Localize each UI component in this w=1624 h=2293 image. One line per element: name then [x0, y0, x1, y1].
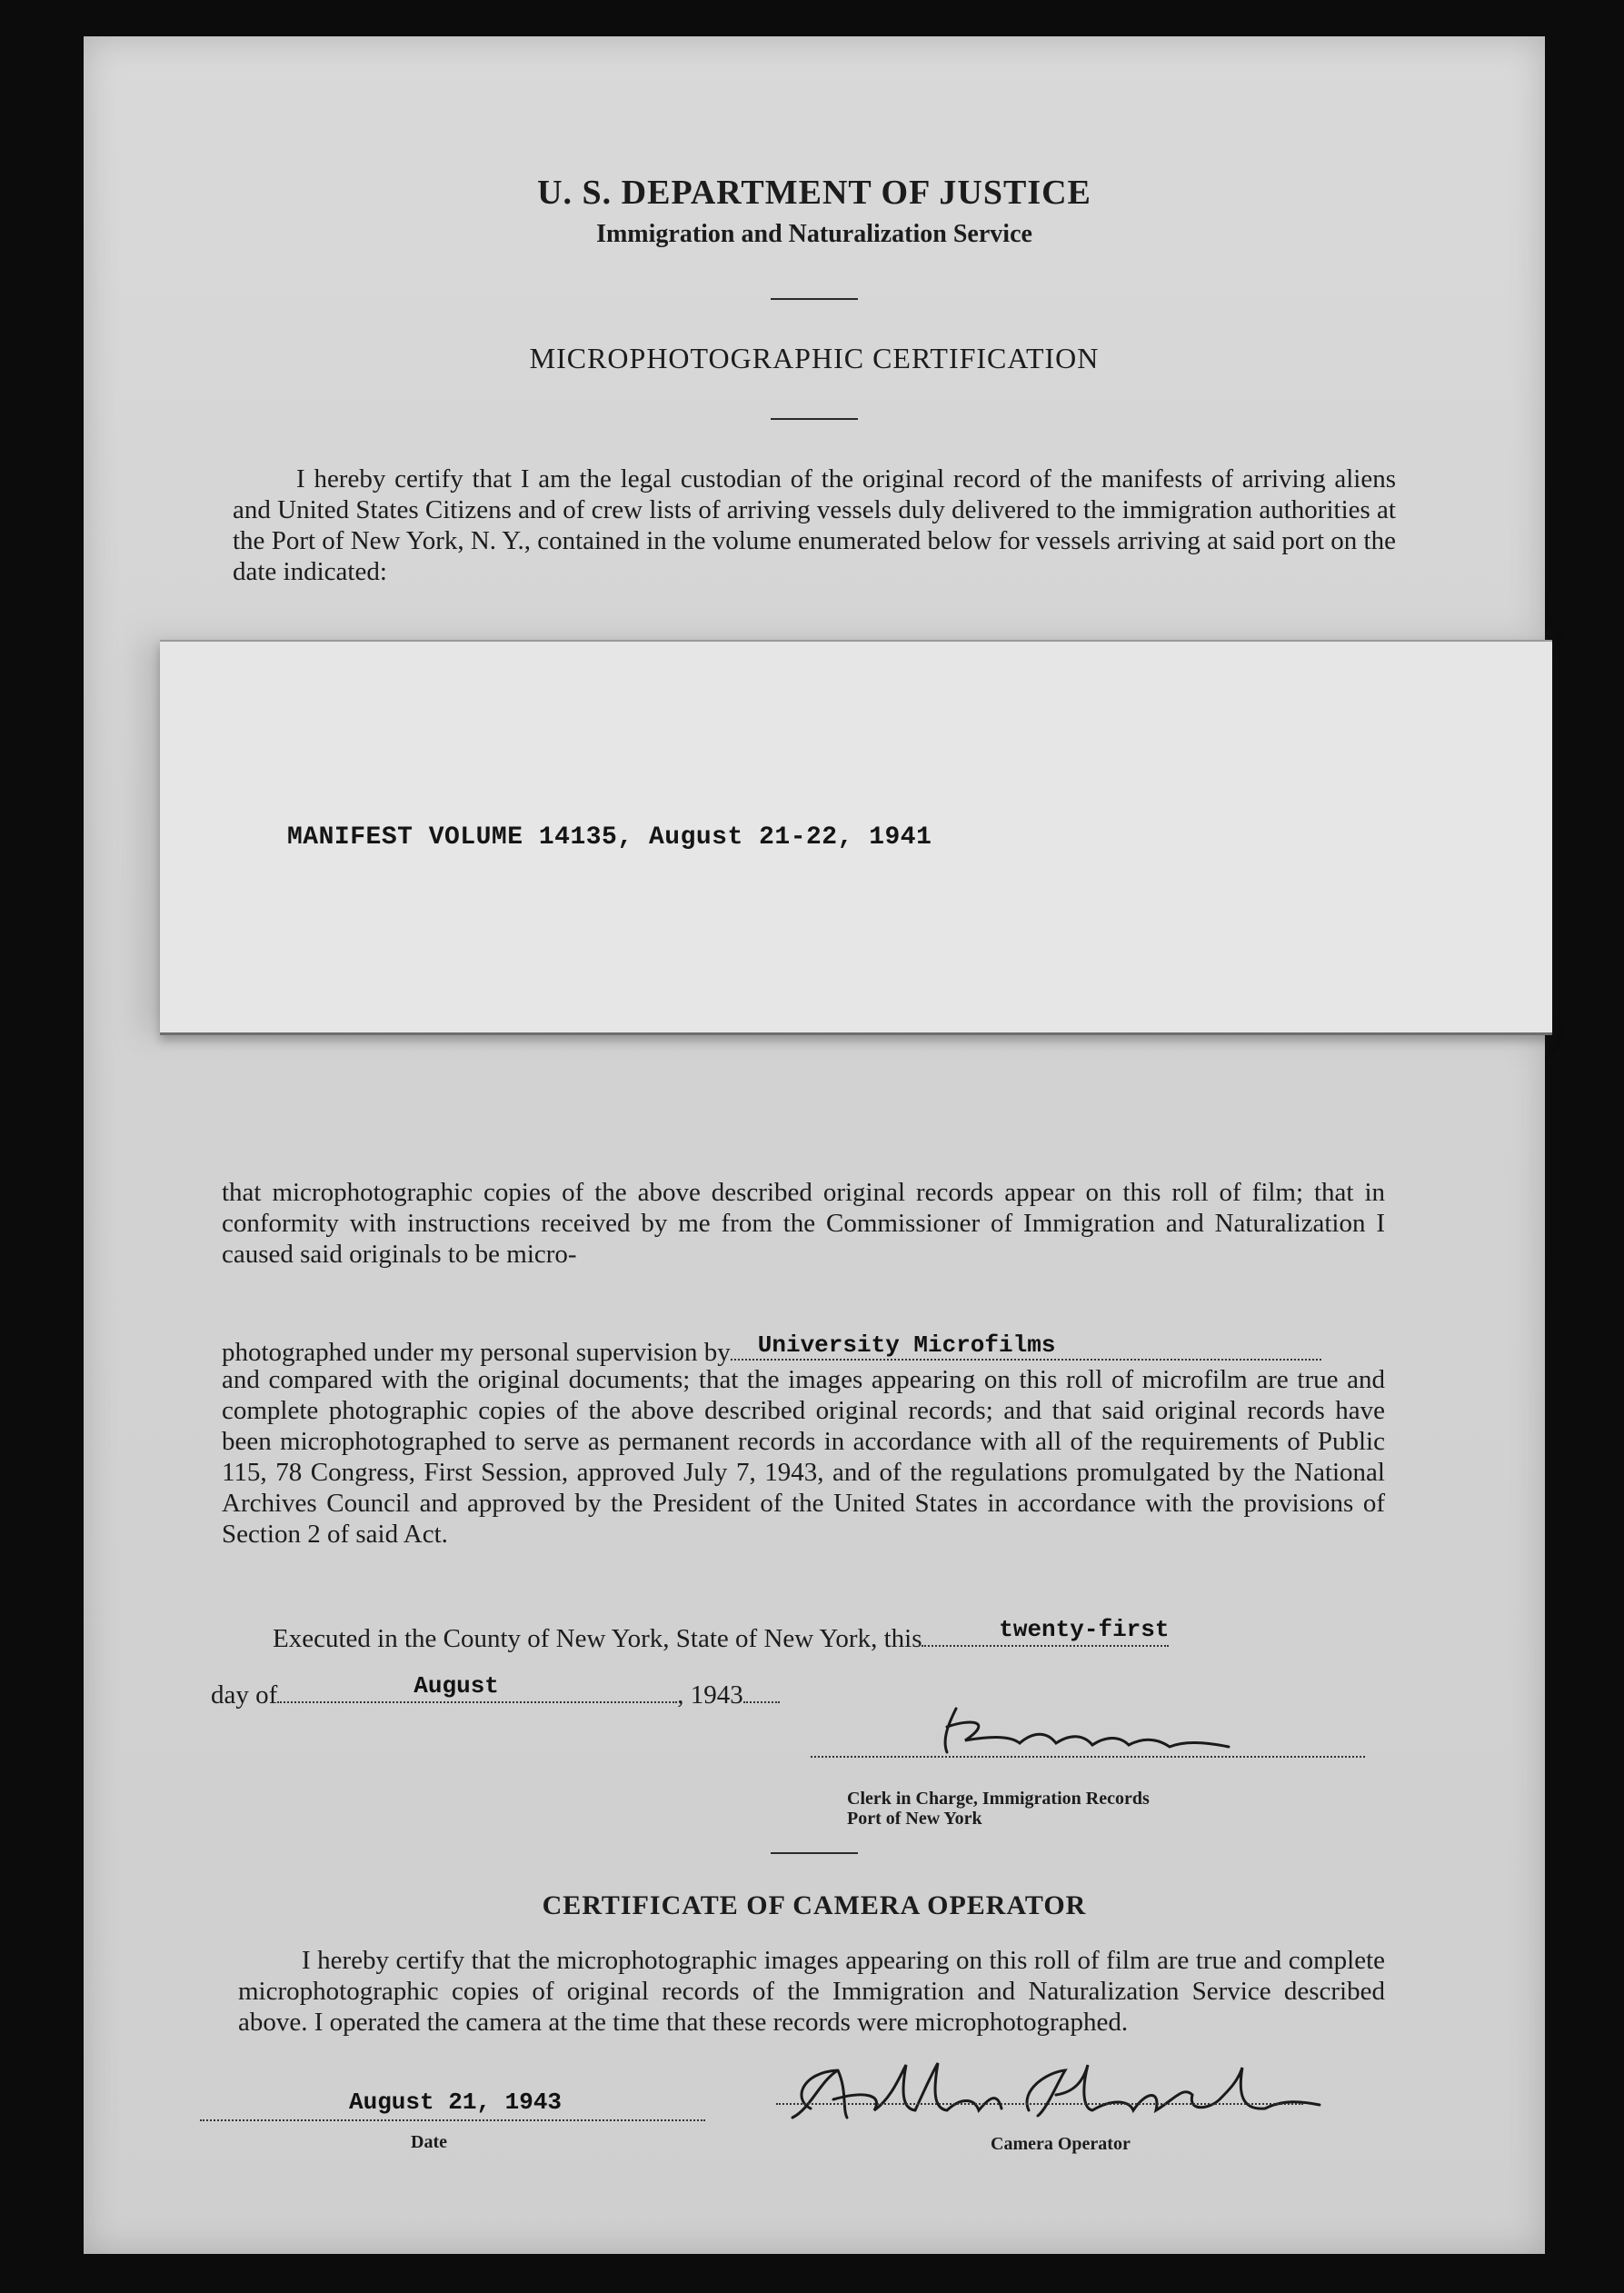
execution-prefix: Executed in the County of New York, State of New York, this [273, 1624, 922, 1653]
clerk-title-line2: Port of New York [847, 1809, 982, 1829]
certification-title: MICROPHOTOGRAPHIC CERTIFICATION [529, 342, 1100, 374]
date-field [200, 2089, 705, 2121]
supervision-prefix: photographed under my personal supervision by [222, 1338, 731, 1367]
clerk-signature [811, 1700, 1247, 1760]
clerk-signature-area [811, 1700, 1192, 1754]
date-label: Date [411, 2132, 447, 2152]
service-heading: Immigration and Naturalization Service [596, 220, 1032, 248]
divider [771, 1852, 858, 1854]
year-digit: 3 [730, 1680, 743, 1710]
department-heading: U. S. DEPARTMENT OF JUSTICE [537, 174, 1091, 212]
supervision-line [222, 1331, 1385, 1368]
manifest-insert-slip [160, 640, 1552, 1035]
year-dots [743, 1674, 780, 1703]
body-paragraph-start: that microphotographic copies of the above described original records appear on this roll of film; that in conformity with instructions received by me from the Commissioner of Immigration and Naturalization I caused said originals to be micro- [222, 1178, 1385, 1269]
year-prefix: , 194 [677, 1680, 731, 1710]
divider [771, 298, 858, 300]
intro-paragraph: I hereby certify that I am the legal custodian of the original record of the manifests of arriving aliens and United States Citizens and of crew lists of arriving vessels duly delivered to the immigration authorities at the Port of New York, N. Y., contained in the volume enumerated below for vessels arriving at said port on the date indicated: [233, 464, 1396, 586]
camera-operator-label: Camera Operator [991, 2134, 1131, 2154]
manifest-volume-line: MANIFEST VOLUME 14135, August 21-22, 1941 [287, 823, 932, 852]
camera-operator-paragraph: I hereby certify that the microphotographic images appearing on this roll of film are true and complete microphotographic copies of original records of the Immigration and Naturalization Service described above. I operated the camera at the time that these records were microphotographed. [238, 1946, 1385, 2037]
execution-month-field [277, 1674, 677, 1703]
day-of-label: day of [211, 1680, 278, 1710]
supervisor-value: University Microfilms [757, 1331, 1056, 1359]
date-value: August 21, 1943 [349, 2089, 563, 2116]
clerk-signature-line [811, 1754, 1365, 1758]
camera-operator-signature [756, 2054, 1374, 2127]
execution-line [273, 1618, 1385, 1654]
body-paragraph-rest: and compared with the original documents; that the images appearing on this roll of microfilm are true and complete photographic copies of the above described original records; and that said original records have been microphotographed to serve as permanent records in accordance with all of the requirements of Public 115, 78 Congress, First Session, approved July 7, 1943, and of the regulations promulgated by the National Archives Council and approved by the President of the United States in accordance with the provisions of Section 2 of said Act. [222, 1365, 1385, 1549]
execution-day-field [922, 1618, 1169, 1647]
supervisor-field [731, 1331, 1321, 1361]
camera-operator-heading: CERTIFICATE OF CAMERA OPERATOR [542, 1890, 1087, 1920]
execution-day-value: twenty-first [999, 1616, 1170, 1643]
divider [771, 418, 858, 420]
certificate-page [84, 36, 1545, 2254]
execution-month-value: August [413, 1672, 499, 1700]
clerk-title-line1: Clerk in Charge, Immigration Records [847, 1789, 1150, 1809]
camera-operator-signature-line [776, 2101, 1303, 2105]
